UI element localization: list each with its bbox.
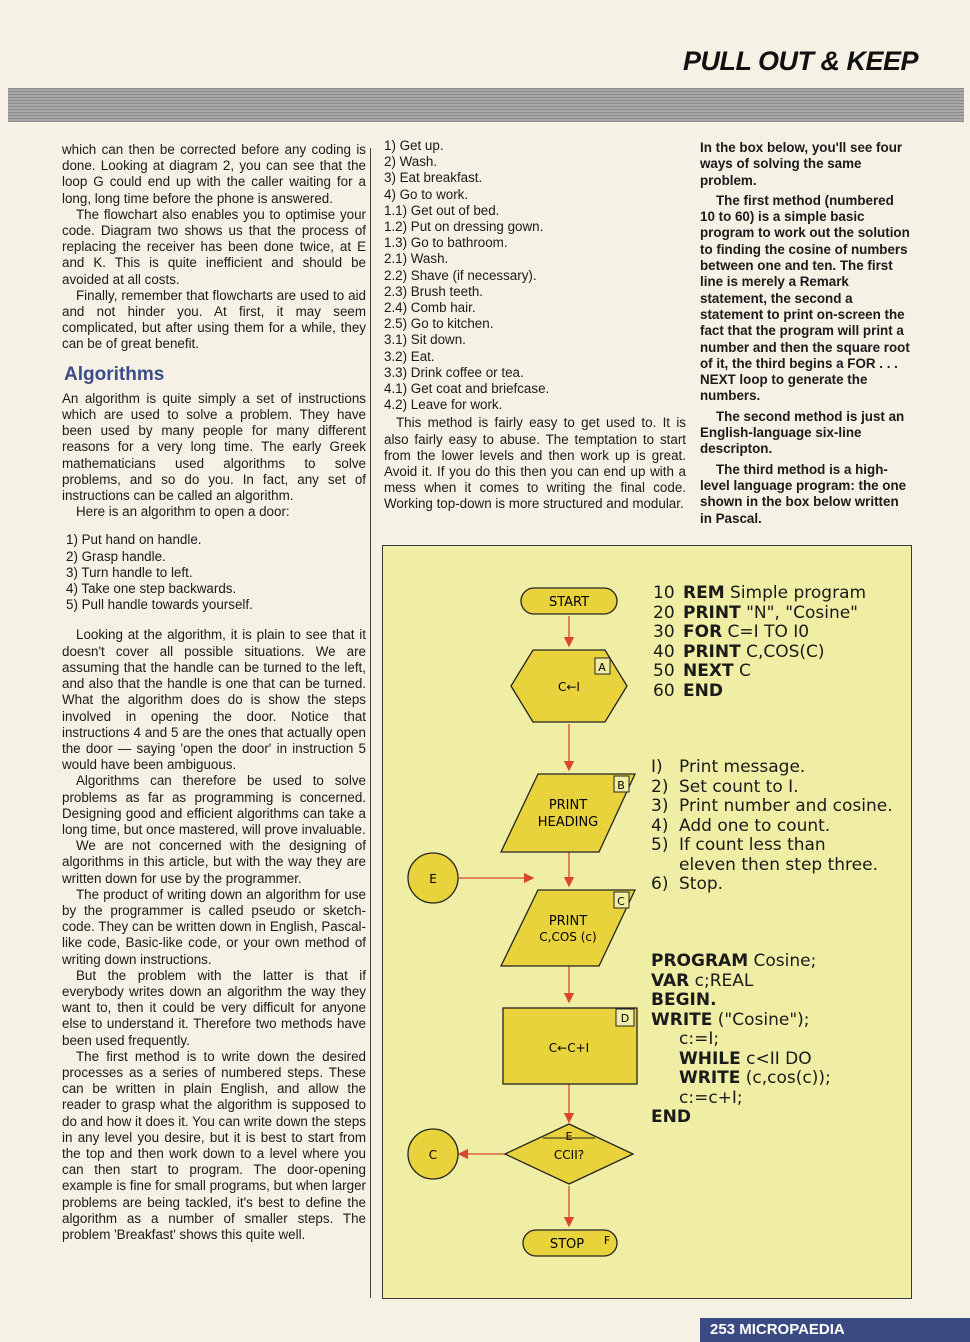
paragraph: The first method (numbered 10 to 60) is a simple basic program to work out the solution to finding the cosine of numbers between one and ten. The first line is merely a Remark statement, the second a statement to print on-screen the fact that the program will print a number and then the square root of it, the third begins a FOR . . . NEXT loop to generate the numbers. (700, 192, 910, 404)
list-item: 1.3) Go to bathroom. (384, 235, 508, 251)
print-cos-label-1: PRINT (548, 914, 588, 929)
step-line: 6) Stop. (651, 874, 724, 894)
list-item: 2) Wash. (384, 154, 438, 170)
list-item: 4.1) Get coat and briefcase. (384, 381, 550, 397)
tag-a: A (598, 661, 606, 674)
list-item: 1.2) Put on dressing gown. (384, 219, 544, 235)
code-line: WRITE (c,cos(c)); (679, 1068, 831, 1088)
english-steps (651, 758, 893, 895)
step-line: 5) If count less than (651, 835, 826, 855)
list-item: 3.1) Sit down. (384, 332, 466, 348)
column-3 (700, 140, 912, 531)
paragraph: This method is fairly easy to get used to. It is also fairly easy to abuse. The temptation to start from the lower levels and then work up is great. Avoid it. If you do this then you can end up with a mess when it comes to writing the final code. Working top-down is more structured and modular. (384, 415, 686, 512)
header-band (8, 88, 964, 122)
code-line: 20 PRINT "N", "Cosine" (653, 602, 858, 623)
code-line: c:=c+I; (679, 1087, 743, 1108)
paragraph: The first method is to write down the desired processes as a series of numbered steps. These can be written in plain English, and allow the reader to grasp what the algorithm is supposed to do and how it does it. You can write down the steps in any level you desire, but it is best to start from the top and then work down to a level where you can then start to program. The door-opening example is fine for small programs, but when larger problems are being tackled, it's best to define the algorithm as a number of smaller steps. The problem 'Breakfast' shows this quite well. (62, 1048, 366, 1242)
pascal-program (651, 952, 831, 1128)
code-line: 30 FOR C=I TO I0 (653, 622, 810, 642)
paragraph: Looking at the algorithm, it is plain to see that it doesn't cover all possible situations. We are assuming that the handle can be turned to the left, and also that the handle is one that can be turned. What the algorithm does do is show the steps involved in opening the door. Notice that instructions 4 and 5 are the ones that actually open the door — saying 'open the door' in instruction 5 would have been ambiguous. (62, 627, 366, 773)
list-item: 1.1) Get out of bed. (384, 202, 500, 218)
step-line: 2) Set count to I. (651, 776, 799, 797)
tag-e: E (565, 1130, 573, 1143)
step-line: 3) Print number and cosine. (651, 796, 893, 816)
list-item: 2.2) Shave (if necessary). (384, 267, 537, 283)
list-item: 1) Get up. (384, 138, 444, 153)
paragraph: We are not concerned with the designing of algorithms in this article, but with the way they are written down for use by the programmer. (62, 838, 366, 886)
code-line: VAR c;REAL (651, 970, 754, 991)
tag-b: B (617, 779, 625, 792)
paragraph: But the problem with the latter is that if everybody writes down an algorithm the way they want to, then it could be very difficult for anyone else to understand it. Therefore two methods have been used frequently. (62, 967, 366, 1048)
paragraph: An algorithm is quite simply a set of instructions which are used to solve a problem. They have been used by many people for many different reasons for a very long time. The early Greek mathematicians used algorithms to solve problems, and so do you. In fact, any set of instructions can be called an algorithm. (62, 390, 366, 504)
list-item: 1) Put hand on handle. (66, 532, 202, 548)
list-item: 2.5) Go to kitchen. (384, 316, 494, 332)
header-title: PULL OUT & KEEP (682, 46, 918, 76)
code-line: 60 END (653, 680, 723, 701)
code-line: 50 NEXT C (653, 661, 751, 681)
assign-label: C←I (558, 680, 580, 694)
column-2 (384, 138, 686, 513)
list-item: 5) Pull handle towards yourself. (66, 597, 253, 613)
door-steps-list (66, 532, 366, 613)
paragraph: Algorithms can therefore be used to solve problems as far as programming is concerned. Designing good and efficient algorithms can take a long time, but once mastered, will prove invaluable. (62, 773, 366, 837)
start-label: START (548, 595, 590, 610)
page-footer: 253 MICROPAEDIA (700, 1318, 970, 1342)
paragraph: The third method is a high-level language program: the one shown in the box below written in Pascal. (700, 461, 907, 526)
tag-f: F (603, 1234, 611, 1247)
list-item: 3.2) Eat. (384, 348, 435, 364)
paragraph: The second method is just an English-language six-line descripton. (700, 408, 905, 457)
list-item: 4) Take one step backwards. (66, 581, 237, 597)
step-line: I) Print message. (651, 757, 806, 777)
column-1 (62, 142, 366, 1243)
list-item: 4.2) Leave for work. (384, 397, 503, 413)
paragraph: In the box below, you'll see four ways of solving the same problem. (700, 140, 903, 188)
breakfast-steps-list (384, 138, 686, 413)
stop-label: STOP (549, 1237, 585, 1252)
tag-c: C (617, 895, 625, 908)
print-cos-label-2: C,COS (c) (539, 930, 597, 944)
paragraph: Finally, remember that flowcharts are used to aid and not hinder you. At first, it may seem complicated, but after using them for a while, they can be of great benefit. (62, 287, 366, 352)
list-item: 2) Grasp handle. (66, 548, 166, 564)
paragraph: The flowchart also enables you to optimise your code. Diagram two shows us that the process of replacing the receiver has been done twice, at E and K. This is quite inefficient and should be avoided at all costs. (62, 206, 366, 287)
code-line: END (651, 1107, 691, 1127)
paragraph: The product of writing down an algorithm for use by the programmer is called pseudo or sketch-code. They can be written down in English, Pascal-like code, Basic-like code, or your own method of writing down instructions. (62, 886, 366, 967)
code-line: BEGIN. (651, 990, 717, 1010)
list-item: 3) Eat breakfast. (384, 170, 483, 186)
section-heading: Algorithms (64, 363, 165, 385)
list-item: 2.3) Brush teeth. (384, 283, 483, 299)
list-item: 4) Go to work. (384, 186, 469, 202)
step-line: 4) Add one to count. (651, 815, 831, 836)
code-line: 40 PRINT C,COS(C) (653, 641, 825, 662)
code-line: WHILE c<II DO (679, 1048, 812, 1069)
basic-program (653, 584, 866, 701)
list-item: 3) Turn handle to left. (66, 564, 193, 580)
print-heading-label-2: HEADING (537, 815, 599, 830)
increment-label: C←C+I (548, 1041, 590, 1055)
code-line: 10 REM Simple program (653, 583, 867, 603)
cosine-box (382, 545, 912, 1299)
code-line: c:=I; (679, 1029, 720, 1049)
connector-c-label: C (428, 1148, 438, 1162)
tag-d: D (620, 1012, 630, 1025)
connector-e-label: E (429, 872, 437, 886)
list-item: 3.3) Drink coffee or tea. (384, 364, 524, 380)
step-line: eleven then step three. (679, 854, 878, 875)
paragraph: which can then be corrected before any coding is done. Looking at diagram 2, you can see that the loop G could end up with the caller waiting for a long, long time before the phone is answered. (62, 142, 366, 206)
print-heading-label-1: PRINT (548, 798, 588, 813)
code-line: PROGRAM Cosine; (651, 951, 817, 971)
list-item: 2.1) Wash. (384, 251, 449, 267)
paragraph: Here is an algorithm to open a door: (76, 504, 290, 520)
code-line: WRITE ("Cosine"); (651, 1009, 810, 1030)
column-divider (370, 148, 371, 1298)
list-item: 2.4) Comb hair. (384, 300, 476, 316)
decision-label: CCII? (553, 1148, 585, 1162)
